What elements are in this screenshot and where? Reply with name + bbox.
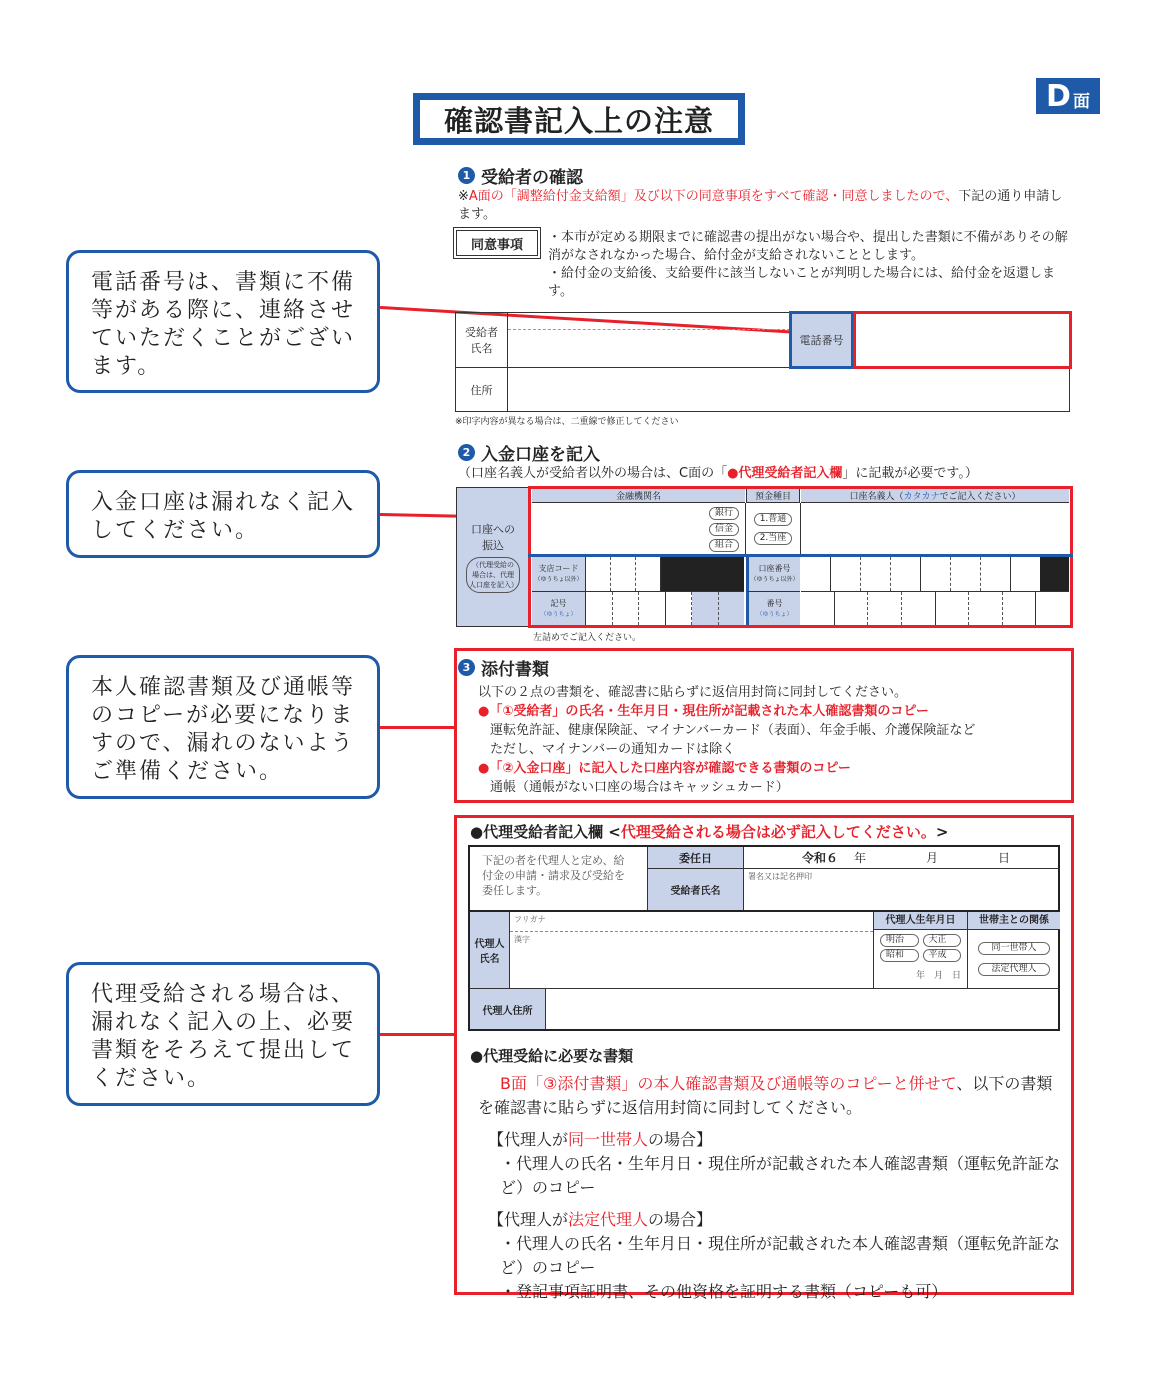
holder-header: 口座名義人（カタカナでご記入ください） [801, 489, 1069, 503]
name-label: 受給者氏名 [456, 313, 508, 368]
proxy-birth-field: 明治 大正 昭和 平成 年 月 日 [874, 930, 968, 988]
proxy-req-body: B面「③添付書類」の本人確認書類及び通帳等のコピーと併せて、以下の書類を確認書に貼らずに返信用封筒に同封してください。 【代理人が同一世帯人の場合】 ・代理人の氏名・生年月日・現住所が記載された本人確認書類（運転免許証など）のコピー 【代理人が法定代理人の場合】 ・代理人の氏名・生年月日・現住所が記載された本人確認書類（運転免許証など）のコピー ・登記事項証明書、その他資格を証明する書類（コピーも可） [478, 1074, 1061, 1301]
era-opt-1[interactable]: 大正 [923, 934, 962, 947]
left-fill-note: 左詰めでご記入ください。 [533, 633, 642, 643]
account-no-label: 口座番号 （ゆうちょ以外） [746, 557, 800, 591]
bank-opt-2[interactable]: 組合 [709, 539, 739, 552]
delegate-text: 下記の者を代理人と定め、給付金の申請・請求及び受給を委任します。 [470, 847, 648, 910]
kigo-field[interactable] [586, 591, 744, 625]
section3-body: 以下の２点の書類を、確認書に貼らずに返信用封筒に同封してください。 ●「①受給者」の氏名・生年月日・現住所が記載された本人確認書類のコピー 運転免許証、健康保険証、マイナンバーカード（表面）、年金手帳、介護保険証など ただし、マイナンバーの通知カードは除く ●「②入金口座」に記入した口座内容が確認できる書類のコピー 通帳（通帳がない口座の場合はキャッシュカード） [478, 685, 976, 795]
consent-label: 同意事項 [456, 230, 538, 256]
phone-label: 電話番号 [789, 311, 854, 369]
section1-footnote: ※印字内容が異なる場合は、二重線で修正してください [455, 417, 679, 427]
relation-opt-0[interactable]: 同一世帯人 [978, 942, 1049, 955]
holder-field[interactable] [801, 503, 1069, 555]
proxy-req-heading: ●代理受給に必要な書類 [470, 1047, 634, 1065]
consent-text: ・本市が定める期限までに確認書の提出がない場合や、提出した書類に不備がありその解消がなされなかった場合、給付金が支給されないこととします。 ・給付金の支給後、支給要件に該当しないことが判明した場合には、給付金を返還します。 [548, 230, 1068, 299]
proxy-birth-label: 代理人生年月日 [874, 912, 968, 930]
account-no-field[interactable] [801, 557, 1069, 591]
face-badge: D 面 [1036, 78, 1100, 114]
bank-name-field[interactable] [532, 503, 746, 555]
callout-account: 入金口座は漏れなく記入してください。 [66, 470, 380, 558]
relation-opt-1[interactable]: 法定代理人 [978, 963, 1049, 976]
proxy-address-label: 代理人住所 [470, 989, 546, 1029]
proxy-heading: ●代理受給者記入欄 <代理受給される場合は必ず記入してください。> [470, 823, 949, 841]
delegate-date-label: 委任日 [648, 847, 744, 869]
bank-left-label: 口座への振込 （代理受給の場合は、代理人口座を記入） [456, 487, 530, 627]
type-opt-1[interactable]: 2.当座 [754, 532, 793, 545]
connector-docs [380, 726, 455, 729]
deposit-type-header: 預金種目 [746, 489, 800, 503]
page-title: 確認書記入上の注意 [413, 93, 745, 145]
branch-code-label: 支店コード （ゆうちょ以外） [532, 557, 586, 591]
bank-opt-1[interactable]: 信金 [709, 523, 739, 536]
relation-field [968, 930, 1060, 988]
section3-heading: 3 添付書類 [458, 655, 549, 680]
name-field[interactable] [508, 313, 790, 368]
section1-note: ※A面の「調整給付金支給額」及び以下の同意事項をすべて確認・同意しましたので、下記の通り申請します。 [458, 189, 1063, 222]
era-opt-2[interactable]: 昭和 [880, 949, 919, 962]
kigo-label: 記号 （ゆうちょ） [532, 591, 586, 625]
section2-heading: 2 入金口座を記入 [458, 440, 600, 465]
bank-name-header: 金融機関名 [532, 489, 745, 503]
bango-label: 番号 （ゆうちょ） [746, 591, 800, 625]
bank-table [456, 487, 1072, 627]
callout-phone: 電話番号は、書類に不備等がある際に、連絡させていただくことがございます。 [66, 250, 380, 393]
callout-docs: 本人確認書類及び通帳等のコピーが必要になりますので、漏れのないようご準備ください。 [66, 655, 380, 799]
bank-opt-0[interactable]: 銀行 [709, 507, 739, 520]
section2-note: （口座名義人が受給者以外の場合は、C面の「●代理受給者記入欄」に記載が必要です。） [458, 466, 978, 481]
era-opt-3[interactable]: 平成 [923, 949, 962, 962]
proxy-address-field[interactable] [546, 989, 1060, 1029]
branch-code-field[interactable] [586, 557, 744, 591]
deposit-type-field [746, 503, 801, 555]
relation-label: 世帯主との関係 [968, 912, 1060, 930]
proxy-name-field[interactable]: フリガナ 漢字 [510, 912, 874, 988]
type-opt-0[interactable]: 1.普通 [754, 513, 793, 526]
recipient-name-label: 受給者氏名 [648, 869, 744, 910]
era-opt-0[interactable]: 明治 [880, 934, 919, 947]
address-field[interactable] [508, 368, 1070, 412]
proxy-name-label: 代理人氏名 [470, 912, 510, 988]
proxy-table [468, 845, 1060, 1031]
section1-heading: 1 受給者の確認 [458, 163, 583, 188]
recipient-table [455, 312, 1070, 412]
recipient-name-field[interactable]: 署名又は記名押印 [748, 872, 812, 881]
bango-field[interactable] [801, 591, 1069, 625]
connector-proxy [380, 1033, 455, 1036]
delegate-date-field[interactable]: 令和６ 年 月 日 [744, 847, 1060, 869]
phone-field[interactable] [853, 311, 1072, 369]
callout-proxy: 代理受給される場合は、漏れなく記入の上、必要書類をそろえて提出してください。 [66, 962, 380, 1106]
address-label: 住所 [456, 368, 508, 412]
